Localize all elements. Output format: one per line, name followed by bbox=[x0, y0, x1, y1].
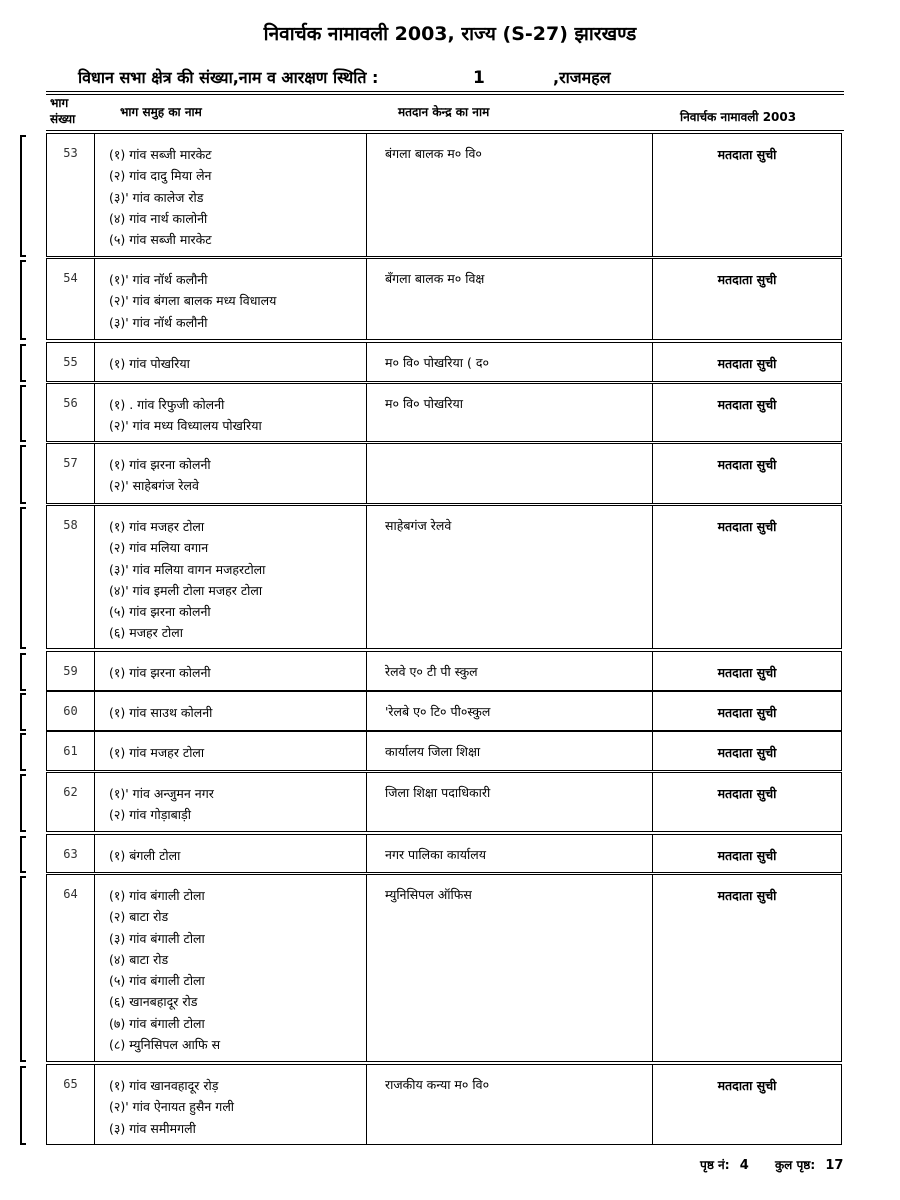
group-names bbox=[95, 835, 367, 872]
group-names bbox=[95, 875, 367, 1061]
table-row bbox=[46, 834, 842, 873]
margin-bracket bbox=[20, 1066, 26, 1145]
group-name-item: (२)' साहेबगंज रेलवे bbox=[109, 478, 199, 494]
voter-list-label: मतदाता सुची bbox=[717, 848, 777, 863]
voter-list-label: मतदाता सुची bbox=[717, 665, 777, 680]
table-row bbox=[46, 505, 842, 649]
page-number: 4 bbox=[739, 1158, 749, 1173]
polling-center-name: कार्यालय जिला शिक्षा bbox=[367, 732, 653, 770]
group-names bbox=[95, 652, 367, 690]
margin-bracket bbox=[20, 260, 26, 340]
voter-list-label: मतदाता सुची bbox=[717, 786, 777, 801]
table-row bbox=[46, 691, 842, 731]
group-name-item: (१) गांव खानवहादूर रोड़ bbox=[109, 1078, 219, 1093]
group-names bbox=[95, 1065, 367, 1144]
polling-center-name: राजकीय कन्या म० वि० bbox=[367, 1065, 653, 1144]
group-name-item: (४) बाटा रोड bbox=[109, 951, 169, 967]
group-name-item: (४)' गांव इमली टोला मजहर टोला bbox=[109, 582, 263, 598]
header-rule-bottom bbox=[46, 130, 844, 131]
column-header-group-name: भाग समुह का नाम bbox=[120, 105, 202, 119]
table-row bbox=[46, 258, 842, 340]
header-rule-top bbox=[46, 91, 844, 92]
table-row bbox=[46, 772, 842, 832]
margin-bracket bbox=[20, 876, 26, 1062]
group-name-item: (३) गांव बंगाली टोला bbox=[109, 930, 205, 946]
polling-center-name: जिला शिक्षा पदाधिकारी bbox=[367, 773, 653, 831]
polling-center-name: म्युनिसिपल ऑफिस bbox=[367, 875, 653, 1061]
polling-center-name bbox=[367, 444, 653, 503]
voter-list-label: मतदाता सुची bbox=[717, 888, 777, 903]
table-row bbox=[46, 383, 842, 442]
group-name-item: (६) खानबहादूर रोड bbox=[109, 994, 198, 1010]
group-name-item: (४) गांव नार्थ कालोनी bbox=[109, 210, 208, 226]
voter-list-label: मतदाता सुची bbox=[717, 457, 777, 472]
part-number: 59 bbox=[47, 652, 95, 690]
group-name-item: (२)' गांव बंगला बालक मध्य विधालय bbox=[109, 293, 277, 309]
group-names bbox=[95, 134, 367, 256]
voter-list-label: मतदाता सुची bbox=[717, 397, 777, 412]
part-number: 58 bbox=[47, 506, 95, 648]
page-number-label: पृष्ठ नं: bbox=[700, 1158, 730, 1172]
table-row bbox=[46, 342, 842, 382]
table-row bbox=[46, 874, 842, 1062]
polling-center-name: 'रेलबे ए० टि० पी०स्कुल bbox=[367, 692, 653, 730]
table-row bbox=[46, 1064, 842, 1145]
total-pages: 17 bbox=[825, 1158, 844, 1173]
group-name-item: (५) गांव बंगाली टोला bbox=[109, 973, 205, 989]
group-name-item: (२) गांव मलिया वगान bbox=[109, 540, 209, 556]
margin-bracket bbox=[20, 836, 26, 873]
group-name-item: (२)' गांव ऐनायत हुसैन गली bbox=[109, 1099, 235, 1115]
group-name-item: (१) बंगली टोला bbox=[109, 848, 181, 863]
table-row bbox=[46, 443, 842, 504]
constituency-line bbox=[78, 66, 840, 90]
group-name-item: (५) गांव सब्जी मारकेट bbox=[109, 232, 212, 248]
part-number: 65 bbox=[47, 1065, 95, 1144]
polling-center-name: रेलवे ए० टी पी स्कुल bbox=[367, 652, 653, 690]
group-names bbox=[95, 259, 367, 339]
constituency-number: 1 bbox=[473, 68, 485, 88]
group-name-item: (१) गांव सब्जी मारकेट bbox=[109, 147, 212, 162]
part-number: 60 bbox=[47, 692, 95, 730]
group-name-item: (१)' गांव नॉर्थ कलौनी bbox=[109, 272, 208, 287]
table-row bbox=[46, 133, 842, 257]
group-names bbox=[95, 343, 367, 381]
part-number: 53 bbox=[47, 134, 95, 256]
page-title: निवार्चक नामावली 2003, राज्य (S-27) झारखण्ड bbox=[263, 23, 637, 45]
margin-bracket bbox=[20, 385, 26, 442]
part-number: 63 bbox=[47, 835, 95, 872]
part-number: 62 bbox=[47, 773, 95, 831]
margin-bracket bbox=[20, 445, 26, 504]
group-name-item: (२) बाटा रोड bbox=[109, 909, 169, 925]
part-number: 57 bbox=[47, 444, 95, 503]
part-number: 61 bbox=[47, 732, 95, 770]
header-rule-top-double bbox=[46, 94, 844, 95]
polling-center-name: म० वि० पोखरिया ( द० bbox=[367, 343, 653, 381]
polling-center-name: साहेबगंज रेलवे bbox=[367, 506, 653, 648]
group-name-item: (१) गांव पोखरिया bbox=[109, 356, 190, 371]
group-name-item: (३)' गांव मलिया वागन मजहरटोला bbox=[109, 561, 266, 577]
voter-list-label: मतदाता सुची bbox=[717, 272, 777, 287]
group-name-item: (१) गांव मजहर टोला bbox=[109, 745, 205, 760]
group-name-item: (१)' गांव अन्जुमन नगर bbox=[109, 786, 214, 801]
group-names bbox=[95, 384, 367, 441]
column-header-center-name: मतदान केन्द्र का नाम bbox=[398, 105, 490, 119]
part-number: 54 bbox=[47, 259, 95, 339]
voter-list-label: मतदाता सुची bbox=[717, 1078, 777, 1093]
margin-bracket bbox=[20, 507, 26, 649]
group-name-item: (१) गांव बंगाली टोला bbox=[109, 888, 205, 903]
column-header-voter-list: निवार्चक नामावली 2003 bbox=[680, 110, 797, 124]
voter-list-label: मतदाता सुची bbox=[717, 356, 777, 371]
group-name-item: (२) गांव दादु मिया लेन bbox=[109, 168, 212, 184]
polling-center-name: बँगला बालक म० विक्ष bbox=[367, 259, 653, 339]
part-number: 55 bbox=[47, 343, 95, 381]
group-name-item: (३) गांव समीमगली bbox=[109, 1120, 196, 1136]
column-header-part-no: भाग संख्या bbox=[50, 96, 76, 126]
voter-list-label: मतदाता सुची bbox=[717, 745, 777, 760]
margin-bracket bbox=[20, 733, 26, 771]
table-row bbox=[46, 651, 842, 691]
part-number: 64 bbox=[47, 875, 95, 1061]
group-name-item: (२) गांव गोड़ाबाड़ी bbox=[109, 807, 191, 823]
margin-bracket bbox=[20, 653, 26, 691]
group-name-item: (१) गांव मजहर टोला bbox=[109, 519, 205, 534]
polling-center-name: बंगला बालक म० वि० bbox=[367, 134, 653, 256]
group-names bbox=[95, 773, 367, 831]
voter-list-label: मतदाता सुची bbox=[717, 147, 777, 162]
voter-list-label: मतदाता सुची bbox=[717, 705, 777, 720]
polling-center-name: नगर पालिका कार्यालय bbox=[367, 835, 653, 872]
group-names bbox=[95, 444, 367, 503]
margin-bracket bbox=[20, 135, 26, 257]
margin-bracket bbox=[20, 774, 26, 832]
group-name-item: (२)' गांव मध्य विध्यालय पोखरिया bbox=[109, 418, 262, 434]
group-names bbox=[95, 506, 367, 648]
voter-list-label: मतदाता सुची bbox=[717, 519, 777, 534]
constituency-label: विधान सभा क्षेत्र की संख्या,नाम व आरक्षण स्थिति : bbox=[78, 68, 379, 87]
group-name-item: (६) मजहर टोला bbox=[109, 625, 183, 641]
group-names bbox=[95, 732, 367, 770]
group-name-item: (५) गांव झरना कोलनी bbox=[109, 604, 211, 620]
group-name-item: (१) गांव साउथ कोलनी bbox=[109, 705, 213, 720]
table-row bbox=[46, 731, 842, 771]
group-names bbox=[95, 692, 367, 730]
group-name-item: (१) . गांव रिफुजी कोलनी bbox=[109, 397, 225, 412]
total-pages-label: कुल पृष्ठ: bbox=[774, 1158, 816, 1172]
group-name-item: (८) म्युनिसिपल आफि स bbox=[109, 1037, 221, 1053]
polling-center-name: म० वि० पोखरिया bbox=[367, 384, 653, 441]
part-number: 56 bbox=[47, 384, 95, 441]
group-name-item: (७) गांव बंगाली टोला bbox=[109, 1015, 205, 1031]
constituency-name: ,राजमहल bbox=[553, 68, 611, 87]
margin-bracket bbox=[20, 344, 26, 382]
page-footer bbox=[700, 1156, 865, 1173]
group-name-item: (१) गांव झरना कोलनी bbox=[109, 665, 211, 680]
group-name-item: (३)' गांव नॉर्थ कलौनी bbox=[109, 314, 208, 330]
group-name-item: (१) गांव झरना कोलनी bbox=[109, 457, 211, 472]
margin-bracket bbox=[20, 693, 26, 731]
group-name-item: (३)' गांव कालेज रोड bbox=[109, 189, 204, 205]
